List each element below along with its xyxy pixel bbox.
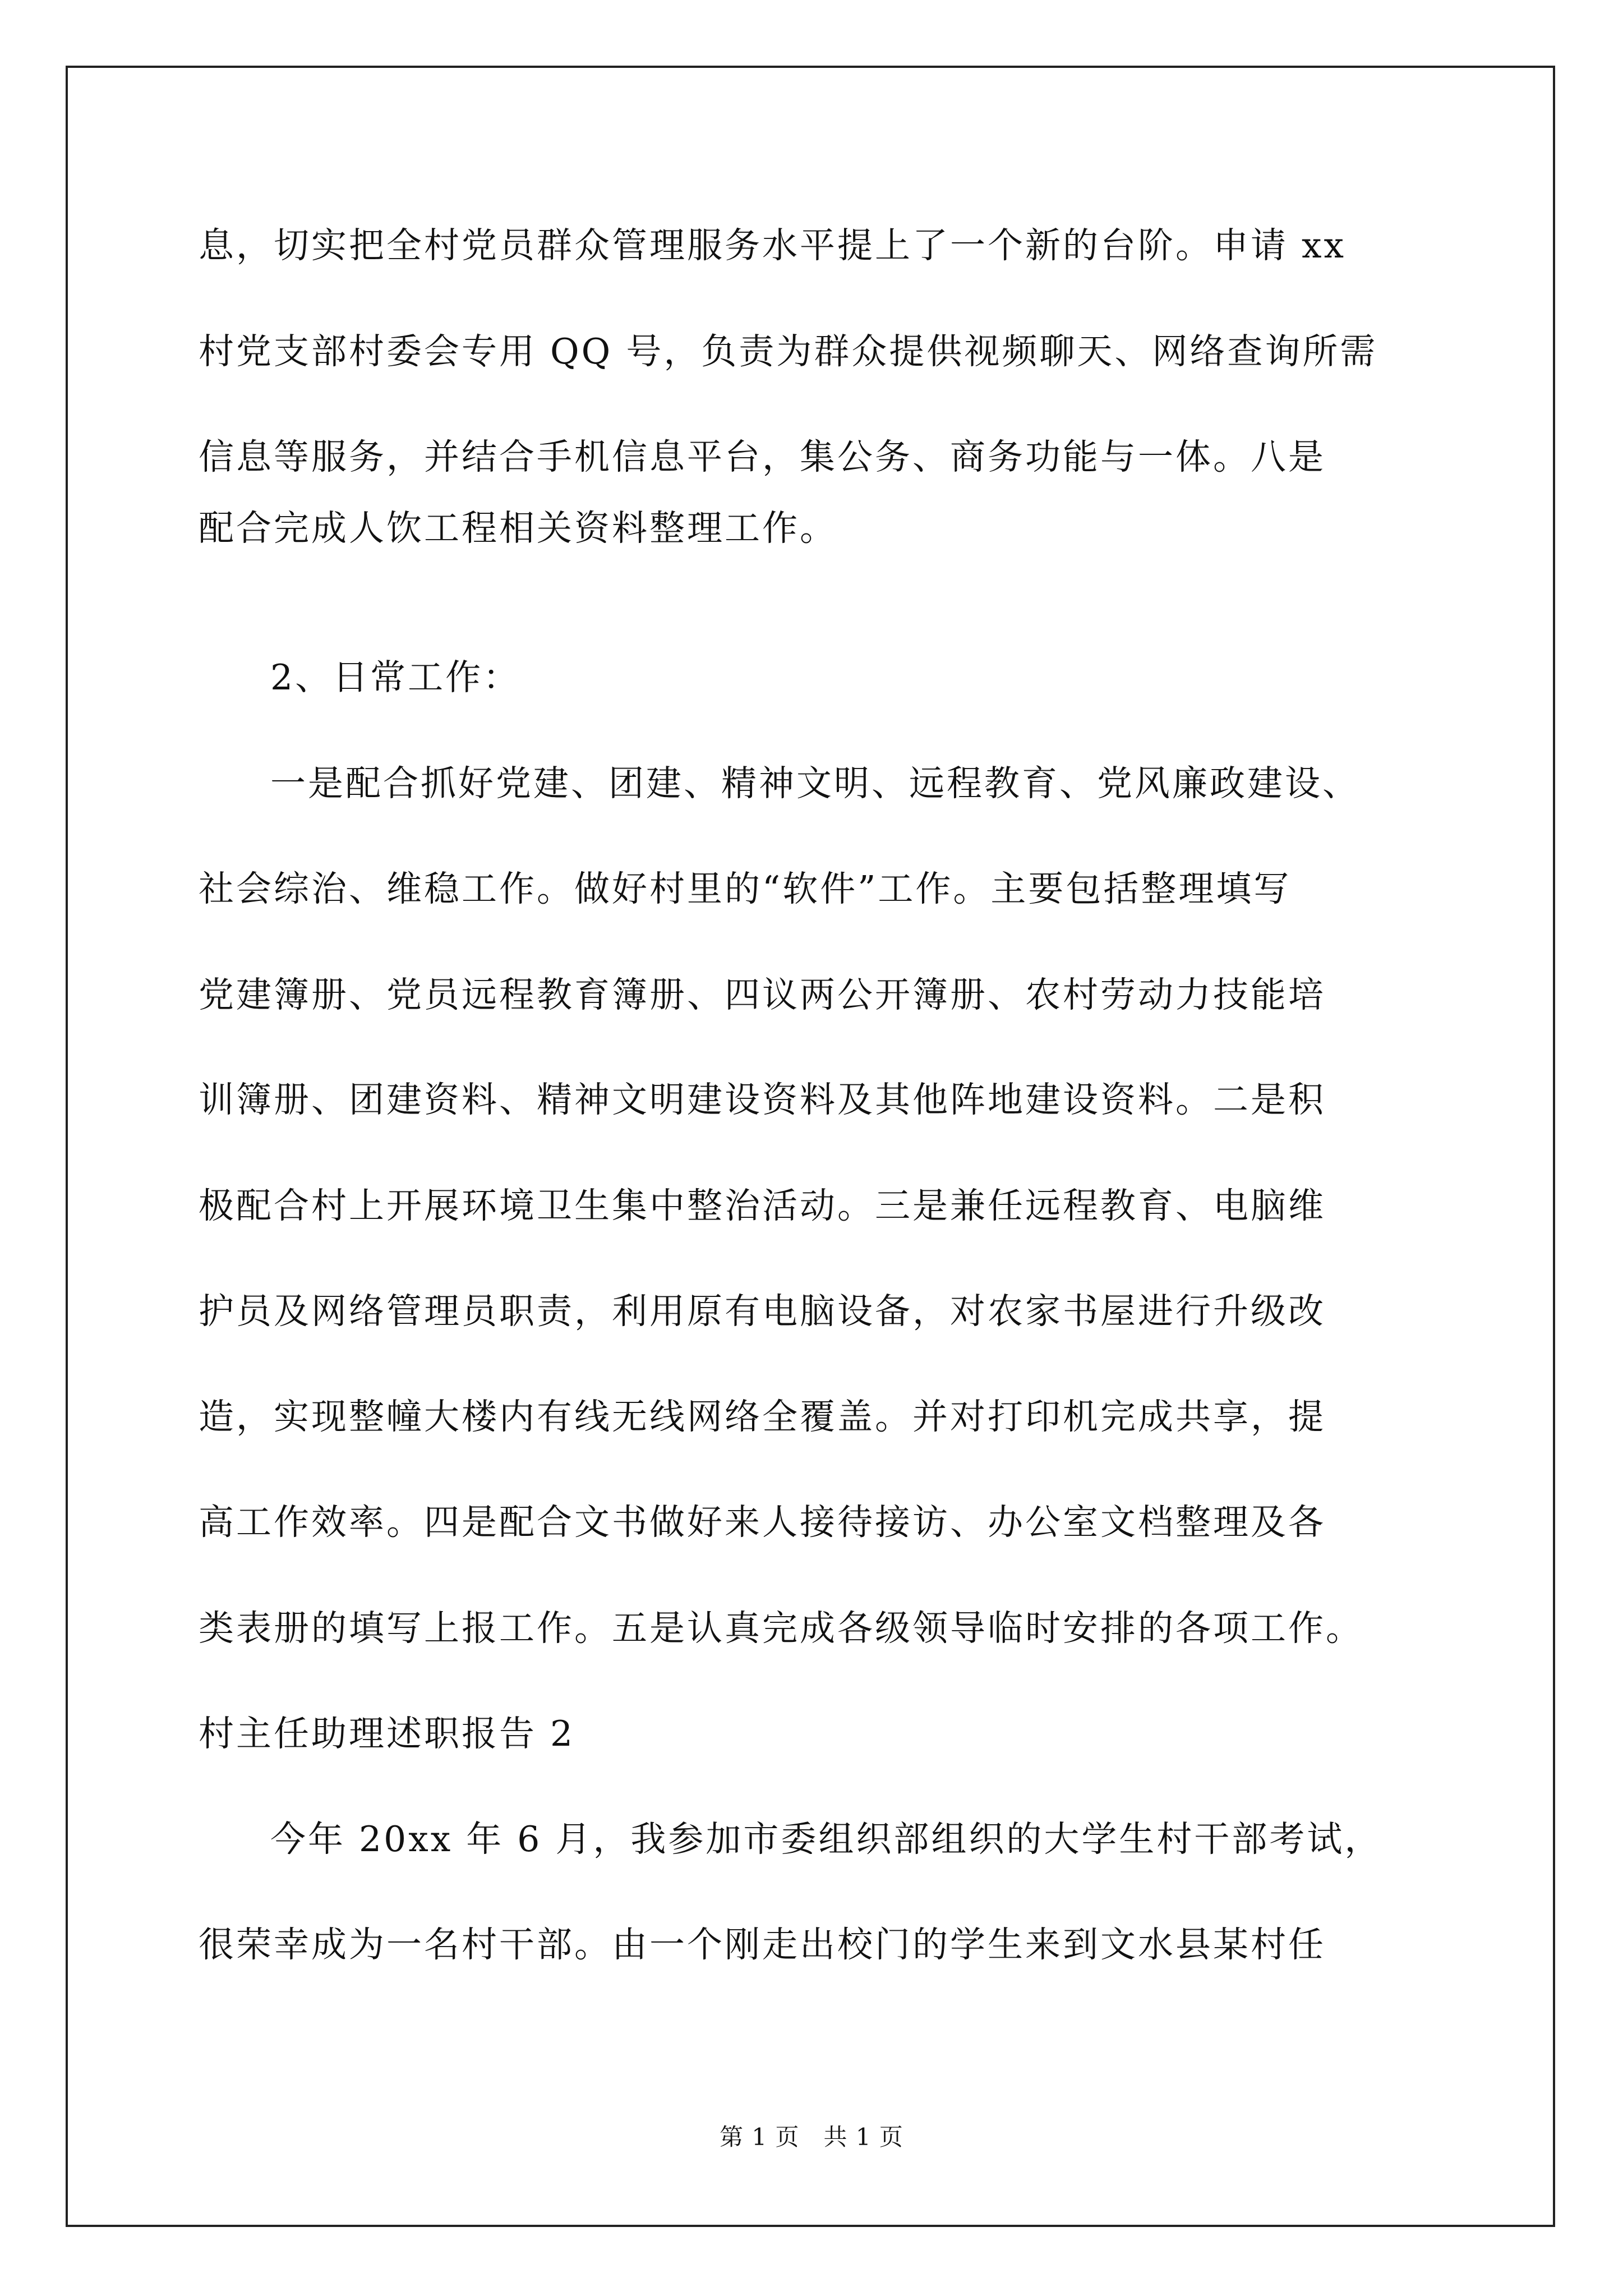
text-line-12: 造，实现整幢大楼内有线无线网络全覆盖。并对打印机完成共享，提 <box>199 1396 1326 1437</box>
text-line-8: 党建簿册、党员远程教育簿册、四议两公开簿册、农村劳动力技能培 <box>199 974 1326 1015</box>
text-line-17: 很荣幸成为一名村干部。由一个刚走出校门的学生来到文水县某村任 <box>199 1924 1326 1965</box>
page-border <box>66 66 1555 2227</box>
text-line-3: 信息等服务，并结合手机信息平台，集公务、商务功能与一体。八是 <box>199 436 1326 477</box>
text-line-6: 一是配合抓好党建、团建、精神文明、远程教育、党风廉政建设、 <box>270 763 1360 804</box>
text-line-1: 息，切实把全村党员群众管理服务水平提上了一个新的台阶。申请 xx <box>199 225 1347 266</box>
report-title-2: 村主任助理述职报告 2 <box>199 1713 575 1754</box>
section-heading-daily-work: 2、日常工作： <box>270 657 521 698</box>
page-number-footer: 第 1 页 共 1 页 <box>720 2123 903 2151</box>
text-line-4: 配合完成人饮工程相关资料整理工作。 <box>199 508 837 549</box>
text-line-9: 训簿册、团建资料、精神文明建设资料及其他阵地建设资料。二是积 <box>199 1079 1326 1120</box>
text-line-10: 极配合村上开展环境卫生集中整治活动。三是兼任远程教育、电脑维 <box>199 1185 1326 1226</box>
text-line-16: 今年 20xx 年 6 月，我参加市委组织部组织的大学生村干部考试， <box>270 1819 1382 1860</box>
text-line-14: 类表册的填写上报工作。五是认真完成各级领导临时安排的各项工作。 <box>199 1608 1363 1649</box>
text-line-13: 高工作效率。四是配合文书做好来人接待接访、办公室文档整理及各 <box>199 1502 1326 1543</box>
text-line-2: 村党支部村委会专用 QQ 号，负责为群众提供视频聊天、网络查询所需 <box>199 331 1378 372</box>
text-line-7: 社会综治、维稳工作。做好村里的“软件”工作。主要包括整理填写 <box>199 868 1292 909</box>
text-line-11: 护员及网络管理员职责，利用原有电脑设备，对农家书屋进行升级改 <box>199 1291 1326 1332</box>
